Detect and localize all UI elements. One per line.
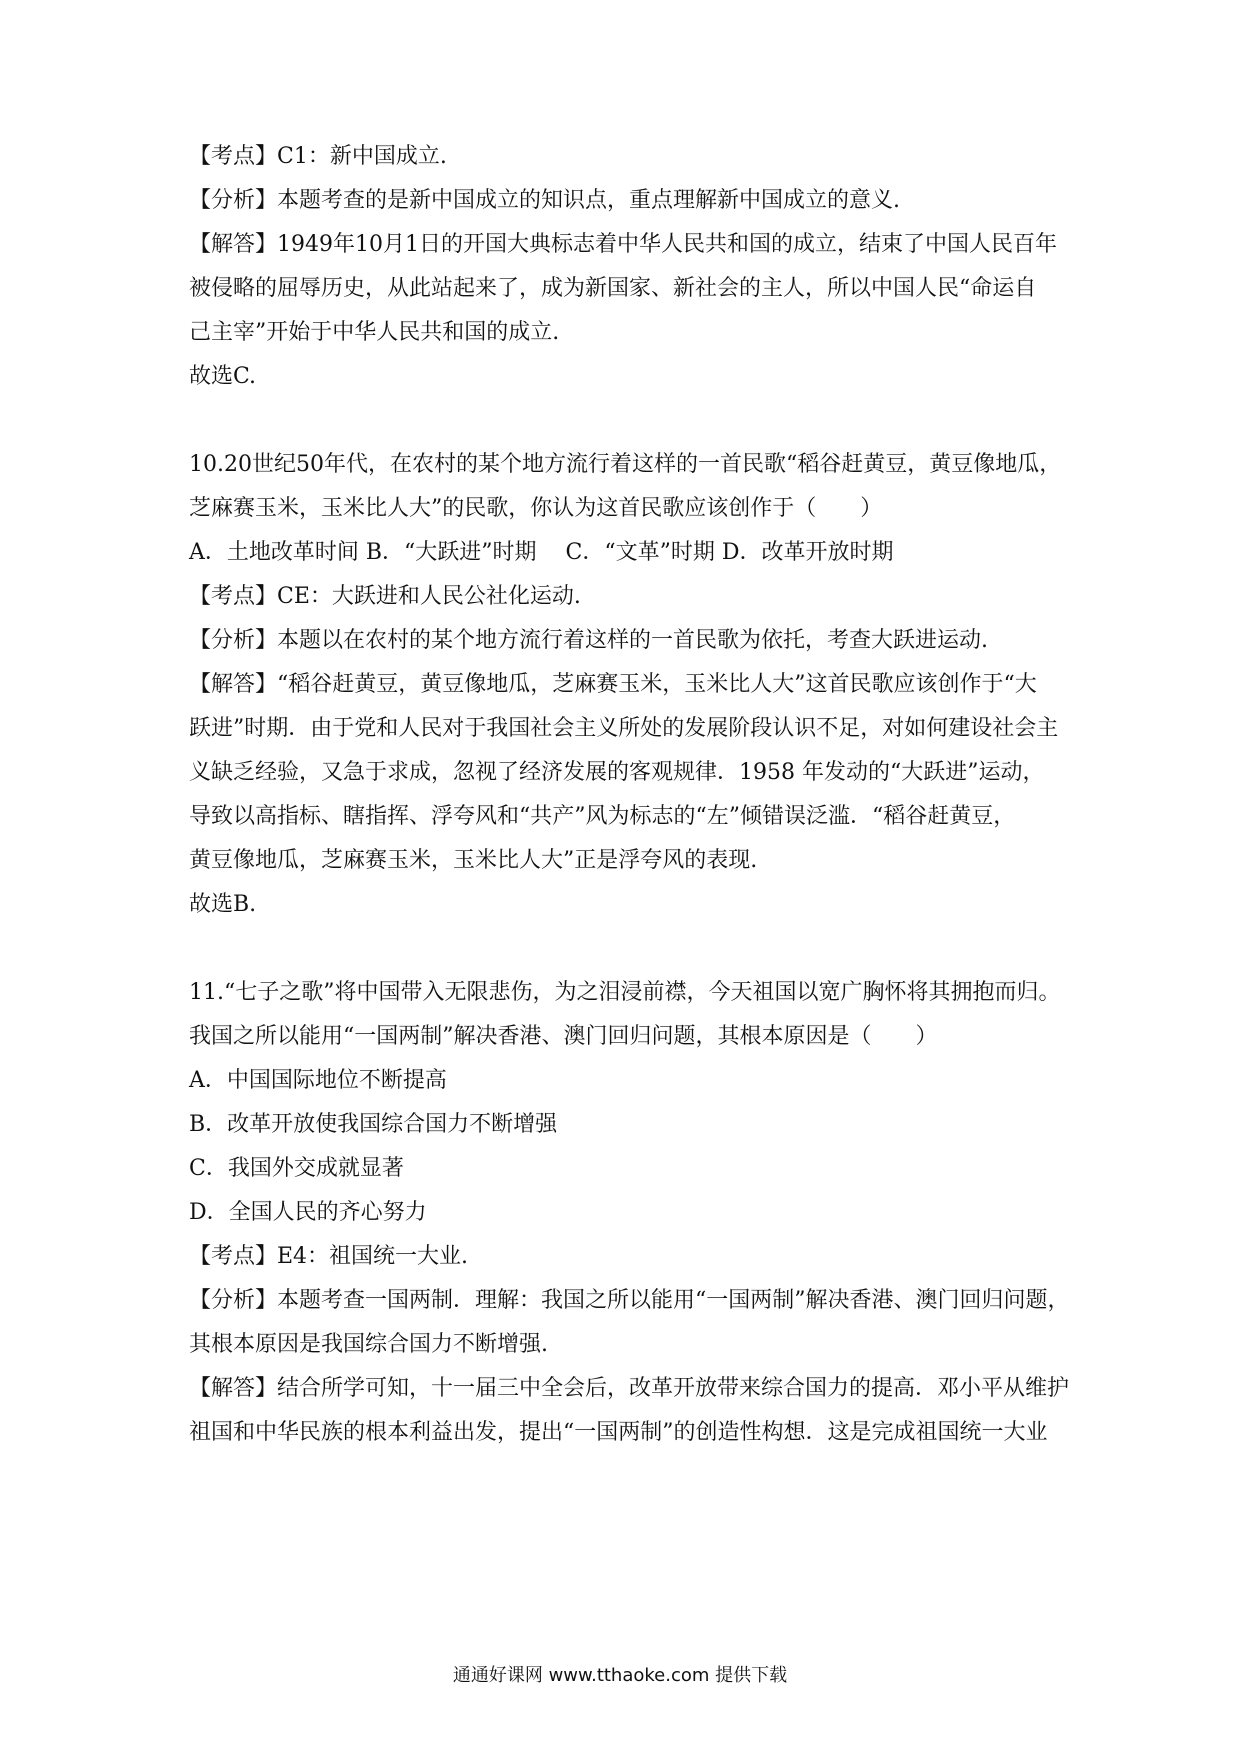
q11-option-a: A．中国国际地位不断提高 xyxy=(189,1068,447,1093)
q10-guxuan: 故选B. xyxy=(189,892,257,917)
q10-jieda-line-1: 【解答】“稻谷赶黄豆，黄豆像地瓜，芝麻赛玉米，玉米比人大”这首民歌应该创作于“大 xyxy=(189,672,1037,697)
q10-jieda-line-2: 跃进”时期．由于党和人民对于我国社会主义所处的发展阶段认识不足，对如何建设社会主 xyxy=(189,716,1059,741)
q10-jieda-line-5: 黄豆像地瓜，芝麻赛玉米，玉米比人大”正是浮夸风的表现. xyxy=(189,848,758,873)
q10-kaodian: 【考点】CE：大跃进和人民公社化运动. xyxy=(189,584,581,609)
q11-fenxi-line-2: 其根本原因是我国综合国力不断增强. xyxy=(189,1332,548,1357)
q10-jieda-line-3: 义缺乏经验，又急于求成，忽视了经济发展的客观规律．1958 年发动的“大跃进”运动， xyxy=(189,760,1045,785)
q9-guxuan: 故选C. xyxy=(189,364,257,389)
q11-jieda-line-2: 祖国和中华民族的根本利益出发，提出“一国两制”的创造性构想．这是完成祖国统一大业 xyxy=(189,1420,1048,1445)
page-footer: 通通好课网 www.tthaoke.com 提供下载 xyxy=(452,1665,788,1686)
q11-option-c: C．我国外交成就显著 xyxy=(189,1156,404,1181)
q9-jieda-line-1: 【解答】1949年10月1日的开国大典标志着中华人民共和国的成立，结束了中国人民百年 xyxy=(189,232,1057,257)
q10-stem-line-1: 10.20世纪50年代，在农村的某个地方流行着这样的一首民歌“稻谷赶黄豆，黄豆像地瓜， xyxy=(189,452,1062,477)
q11-option-d: D．全国人民的齐心努力 xyxy=(189,1200,427,1225)
q9-jieda-line-2: 被侵略的屈辱历史，从此站起来了，成为新国家、新社会的主人，所以中国人民“命运自 xyxy=(189,276,1037,301)
q10-jieda-line-4: 导致以高指标、瞎指挥、浮夸风和“共产”风为标志的“左”倾错误泛滥．“稻谷赶黄豆， xyxy=(189,804,1016,829)
q9-fenxi: 【分析】本题考查的是新中国成立的知识点，重点理解新中国成立的意义. xyxy=(189,188,900,213)
q10-stem-line-2: 芝麻赛玉米，玉米比人大”的民歌，你认为这首民歌应该创作于（ ） xyxy=(189,496,883,521)
q11-jieda-line-1: 【解答】结合所学可知，十一届三中全会后，改革开放带来综合国力的提高．邓小平从维护 xyxy=(189,1376,1070,1401)
q11-stem-line-1: 11.“七子之歌”将中国带入无限悲伤，为之泪浸前襟，今天祖国以宽广胸怀将其拥抱而归。 xyxy=(189,980,1061,1005)
q11-option-b: B．改革开放使我国综合国力不断增强 xyxy=(189,1112,558,1137)
q9-jieda-line-3: 己主宰”开始于中华人民共和国的成立. xyxy=(189,320,560,345)
q11-fenxi-line-1: 【分析】本题考查一国两制．理解：我国之所以能用“一国两制”解决香港、澳门回归问题， xyxy=(189,1288,1070,1313)
q11-stem-line-2: 我国之所以能用“一国两制”解决香港、澳门回归问题，其根本原因是（ ） xyxy=(189,1024,938,1049)
q11-kaodian: 【考点】E4：祖国统一大业. xyxy=(189,1244,469,1269)
q10-fenxi: 【分析】本题以在农村的某个地方流行着这样的一首民歌为依托，考查大跃进运动. xyxy=(189,628,988,653)
q10-options: A．土地改革时间 B．“大跃进”时期 C．“文革”时期 D．改革开放时期 xyxy=(189,540,894,565)
q9-kaodian: 【考点】C1：新中国成立. xyxy=(189,144,447,169)
